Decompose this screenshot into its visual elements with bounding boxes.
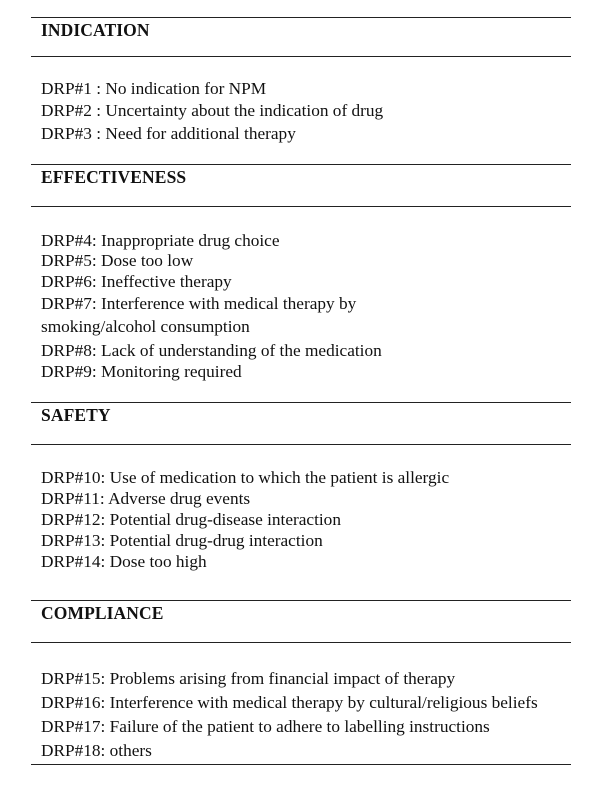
drp-item: DRP#8: Lack of understanding of the medication (41, 341, 382, 360)
drp-item: DRP#12: Potential drug-disease interaction (41, 510, 341, 529)
drp-item: DRP#10: Use of medication to which the patient is allergic (41, 468, 450, 487)
drp-item: DRP#14: Dose too high (41, 552, 207, 571)
drp-item: DRP#2 : Uncertainty about the indication of drug (41, 101, 384, 120)
drp-item: DRP#7: Interference with medical therapy by (41, 294, 357, 313)
drp-item: DRP#4: Inappropriate drug choice (41, 231, 280, 250)
section-divider (31, 56, 571, 57)
section-divider (31, 642, 571, 643)
table-top-rule (31, 17, 571, 18)
drp-item: DRP#6: Ineffective therapy (41, 272, 232, 291)
table-bottom-rule (31, 764, 571, 765)
section-heading-indication: INDICATION (41, 20, 150, 40)
drp-item: smoking/alcohol consumption (41, 317, 250, 336)
drp-item: DRP#17: Failure of the patient to adhere to labelling instructions (41, 717, 490, 736)
section-heading-safety: SAFETY (41, 405, 111, 425)
drp-item: DRP#9: Monitoring required (41, 362, 242, 381)
section-divider (31, 164, 571, 165)
drp-item: DRP#18: others (41, 741, 152, 760)
drp-item: DRP#13: Potential drug-drug interaction (41, 531, 323, 550)
section-divider (31, 402, 571, 403)
drp-item: DRP#3 : Need for additional therapy (41, 124, 296, 143)
drp-item: DRP#1 : No indication for NPM (41, 79, 267, 98)
drp-item: DRP#11: Adverse drug events (41, 489, 251, 508)
section-divider (31, 600, 571, 601)
section-heading-compliance: COMPLIANCE (41, 603, 164, 623)
drp-item: DRP#5: Dose too low (41, 251, 194, 270)
drp-item: DRP#16: Interference with medical therapy by cultural/religious beliefs (41, 693, 538, 712)
drp-item: DRP#15: Problems arising from financial impact of therapy (41, 669, 456, 688)
section-divider (31, 444, 571, 445)
section-divider (31, 206, 571, 207)
section-heading-effectiveness: EFFECTIVENESS (41, 167, 187, 187)
